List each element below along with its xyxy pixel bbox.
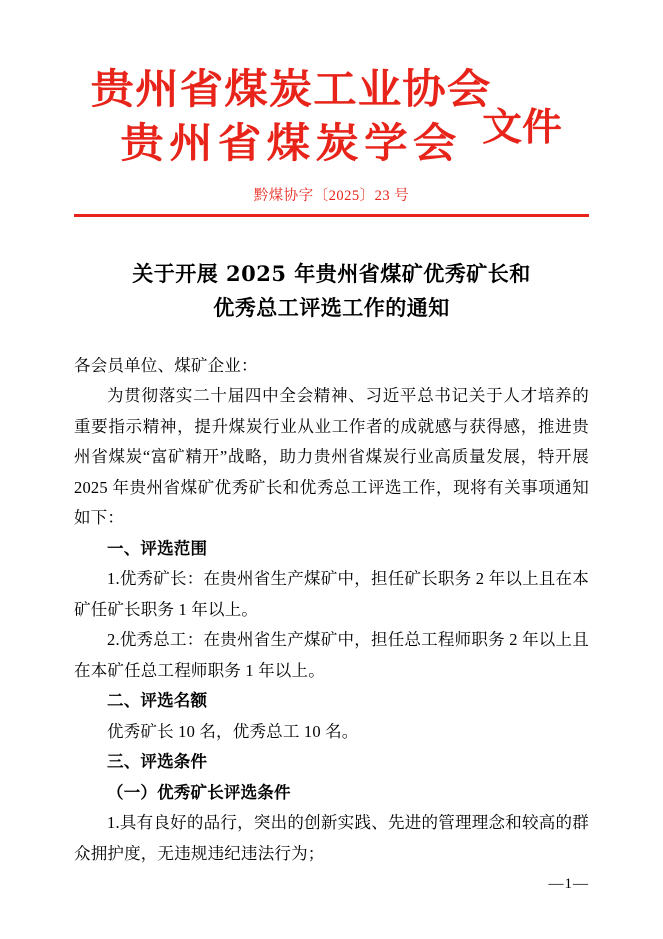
document-word-label: 文件 [482, 104, 563, 149]
heading-section-3-sub-1: （一）优秀矿长评选条件 [107, 782, 291, 802]
letterhead [74, 0, 589, 217]
quota-paragraph: 优秀矿长 10 名，优秀总工 10 名。 [107, 721, 359, 741]
org-name-line-1: 贵州省煤炭工业协会 [91, 65, 492, 113]
page-number: —1— [548, 876, 589, 892]
red-divider-rule [74, 214, 589, 217]
list-item-2: 2.优秀总工：在贵州省生产煤矿中，担任总工程师职务 2 年以上且在本矿任总工程师职务 1 年以上。 [74, 630, 589, 680]
page-title-line-1: 关于开展 2025 年贵州省煤矿优秀矿长和 [132, 260, 531, 286]
heading-section-3: 三、评选条件 [107, 752, 208, 772]
heading-section-1: 一、评选范围 [107, 538, 208, 558]
letterhead-org-lines [91, 62, 492, 170]
page-title-line-2: 优秀总工评选工作的通知 [213, 294, 450, 320]
intro-paragraph: 为贯彻落实二十届四中全会精神、习近平总书记关于人才培养的重要指示精神，提升煤炭行业从业工作者的成就感与获得感，推进贵州省煤炭“富矿精开”战略，助力贵州省煤炭行业高质量发展，特开展 2025 年贵州省煤矿优秀矿长和优秀总工评选工作，现将有关事项通知如下： [74, 386, 589, 528]
document-number: 黔煤协字〔2025〕23 号 [253, 188, 410, 204]
heading-section-2: 二、评选名额 [107, 691, 208, 711]
org-name-line-2: 贵州省煤炭学会 [120, 119, 463, 167]
page-title [74, 257, 589, 325]
condition-item-1: 1.具有良好的品行，突出的创新实践、先进的管理理念和较高的群众拥护度，无违规违纪违法行为； [74, 813, 589, 863]
letterhead-org-block [74, 62, 589, 170]
salutation-paragraph: 各会员单位、煤矿企业： [74, 355, 258, 375]
list-item-1: 1.优秀矿长：在贵州省生产煤矿中，担任矿长职务 2 年以上且在本矿任矿长职务 1 年以上。 [74, 569, 589, 619]
document-body [74, 351, 589, 870]
